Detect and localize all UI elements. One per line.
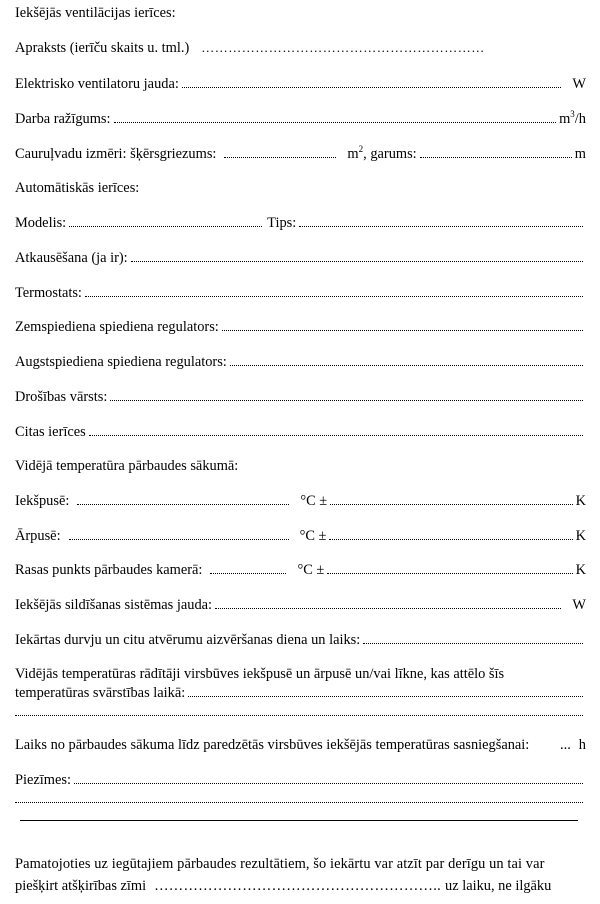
- celsius-pm: °C ±: [297, 562, 325, 578]
- time-to-reach-unit: h: [578, 737, 586, 753]
- notes-field-2[interactable]: [15, 790, 583, 803]
- description-row: [15, 39, 586, 57]
- heating-power-label: Iekšējās sildīšanas sistēmas jauda:: [15, 597, 213, 613]
- capacity-field[interactable]: [114, 110, 557, 123]
- notes-row: [15, 771, 586, 789]
- description-label: Apraksts (ierīču skaits u. tml.): [15, 40, 190, 56]
- conclusion-end: uz laiku, ne ilgāku: [445, 878, 552, 894]
- fan-power-field[interactable]: [182, 75, 562, 88]
- defrost-label: Atkausēšana (ja ir):: [15, 250, 128, 266]
- door-closing-row: [15, 631, 586, 649]
- thermostat-row: [15, 284, 586, 302]
- kelvin-unit: K: [575, 562, 586, 578]
- door-closing-label: Iekārtas durvju un citu atvērumu aizvēršanas diena un laiks:: [15, 632, 361, 648]
- avg-readings-label: temperatūras svārstības laikā:: [15, 685, 186, 701]
- other-devices-row: [15, 423, 586, 441]
- inside-tolerance-field[interactable]: [330, 492, 572, 505]
- description-field[interactable]: ………………………………………………………: [201, 40, 485, 55]
- safety-valve-field[interactable]: [110, 388, 583, 401]
- low-pressure-row: [15, 318, 586, 336]
- dew-point-tolerance-field[interactable]: [327, 561, 572, 574]
- defrost-row: [15, 249, 586, 267]
- fan-power-unit: W: [572, 76, 586, 92]
- avg-temp-heading: Vidējā temperatūra pārbaudes sākumā:: [15, 458, 239, 474]
- conclusion-paragraph: [15, 853, 586, 897]
- notes-row-2: [15, 790, 586, 808]
- avg-readings-field-2[interactable]: [15, 703, 583, 716]
- automatic-heading: Automātiskās ierīces:: [15, 180, 140, 196]
- time-to-reach-field[interactable]: ...: [560, 737, 571, 753]
- high-pressure-row: [15, 353, 586, 371]
- time-to-reach-label: Laiks no pārbaudes sākuma līdz paredzētās virsbūves iekšējās temperatūras sasniegšanai:: [15, 737, 530, 753]
- dew-point-field[interactable]: [210, 561, 286, 574]
- high-pressure-label: Augstspiediena spiediena regulators:: [15, 354, 227, 370]
- conclusion-label: piešķirt atšķirības zīmi: [15, 878, 147, 894]
- outside-tolerance-field[interactable]: [329, 527, 572, 540]
- heating-power-row: [15, 596, 586, 614]
- fan-power-label: Elektrisko ventilatoru jauda:: [15, 76, 179, 92]
- inside-temp-row: [15, 492, 586, 510]
- internal-ventilation-heading: Iekšējās ventilācijas ierīces:: [15, 5, 176, 21]
- model-field[interactable]: [69, 214, 262, 227]
- duct-length-label: , garums:: [363, 146, 417, 162]
- outside-temp-row: [15, 527, 586, 545]
- conclusion-field[interactable]: …………………………………………………..: [154, 878, 442, 894]
- high-pressure-field[interactable]: [230, 353, 583, 366]
- model-type-row: [15, 214, 586, 232]
- thermostat-field[interactable]: [85, 284, 583, 297]
- avg-readings-line1: Vidējās temperatūras rādītāji virsbūves iekšpusē un ārpusē un/vai līkne, kas attēlo šīs: [15, 666, 505, 682]
- low-pressure-field[interactable]: [222, 318, 583, 331]
- duct-length-field[interactable]: [420, 145, 572, 158]
- duct-label: Cauruļvadu izmēri: šķērsgriezums:: [15, 146, 217, 162]
- avg-readings-line2: [15, 684, 586, 702]
- time-to-reach-row: [15, 736, 586, 754]
- heating-power-unit: W: [572, 597, 586, 613]
- fan-power-row: [15, 75, 586, 93]
- outside-temp-field[interactable]: [69, 527, 289, 540]
- duct-area-field[interactable]: [224, 145, 336, 158]
- dew-point-label: Rasas punkts pārbaudes kamerā:: [15, 562, 203, 578]
- duct-area-unit: $m^2$: [347, 144, 364, 162]
- celsius-pm: °C ±: [300, 493, 328, 509]
- other-devices-field[interactable]: [89, 423, 583, 436]
- inside-label: Iekšpusē:: [15, 493, 70, 509]
- type-field[interactable]: [299, 214, 583, 227]
- avg-readings-field[interactable]: [188, 684, 583, 697]
- kelvin-unit: K: [575, 528, 586, 544]
- kelvin-unit: K: [575, 493, 586, 509]
- safety-valve-label: Drošības vārsts:: [15, 389, 108, 405]
- capacity-unit: $m^3/h$: [559, 109, 586, 127]
- door-closing-field[interactable]: [363, 631, 583, 644]
- outside-label: Ārpusē:: [15, 528, 61, 544]
- thermostat-label: Termostats:: [15, 285, 82, 301]
- notes-label: Piezīmes:: [15, 772, 71, 788]
- celsius-pm: °C ±: [299, 528, 327, 544]
- notes-field[interactable]: [74, 771, 583, 784]
- defrost-field[interactable]: [131, 249, 583, 262]
- heating-power-field[interactable]: [215, 596, 561, 609]
- avg-readings-line3: [15, 703, 586, 721]
- dew-point-row: [15, 561, 586, 579]
- low-pressure-label: Zemspiediena spiediena regulators:: [15, 319, 219, 335]
- inside-temp-field[interactable]: [77, 492, 289, 505]
- safety-valve-row: [15, 388, 586, 406]
- conclusion-line1: Pamatojoties uz iegūtajiem pārbaudes rezultātiem, šo iekārtu var atzīt par derīgu un tai var: [15, 856, 545, 872]
- capacity-label: Darba ražīgums:: [15, 111, 111, 127]
- capacity-row: [15, 110, 586, 128]
- separator-line: [20, 820, 578, 821]
- duct-length-unit: m: [574, 146, 586, 162]
- model-label: Modelis:: [15, 215, 67, 231]
- type-label: Tips:: [267, 215, 297, 231]
- other-devices-label: Citas ierīces: [15, 424, 86, 440]
- duct-row: [15, 145, 586, 163]
